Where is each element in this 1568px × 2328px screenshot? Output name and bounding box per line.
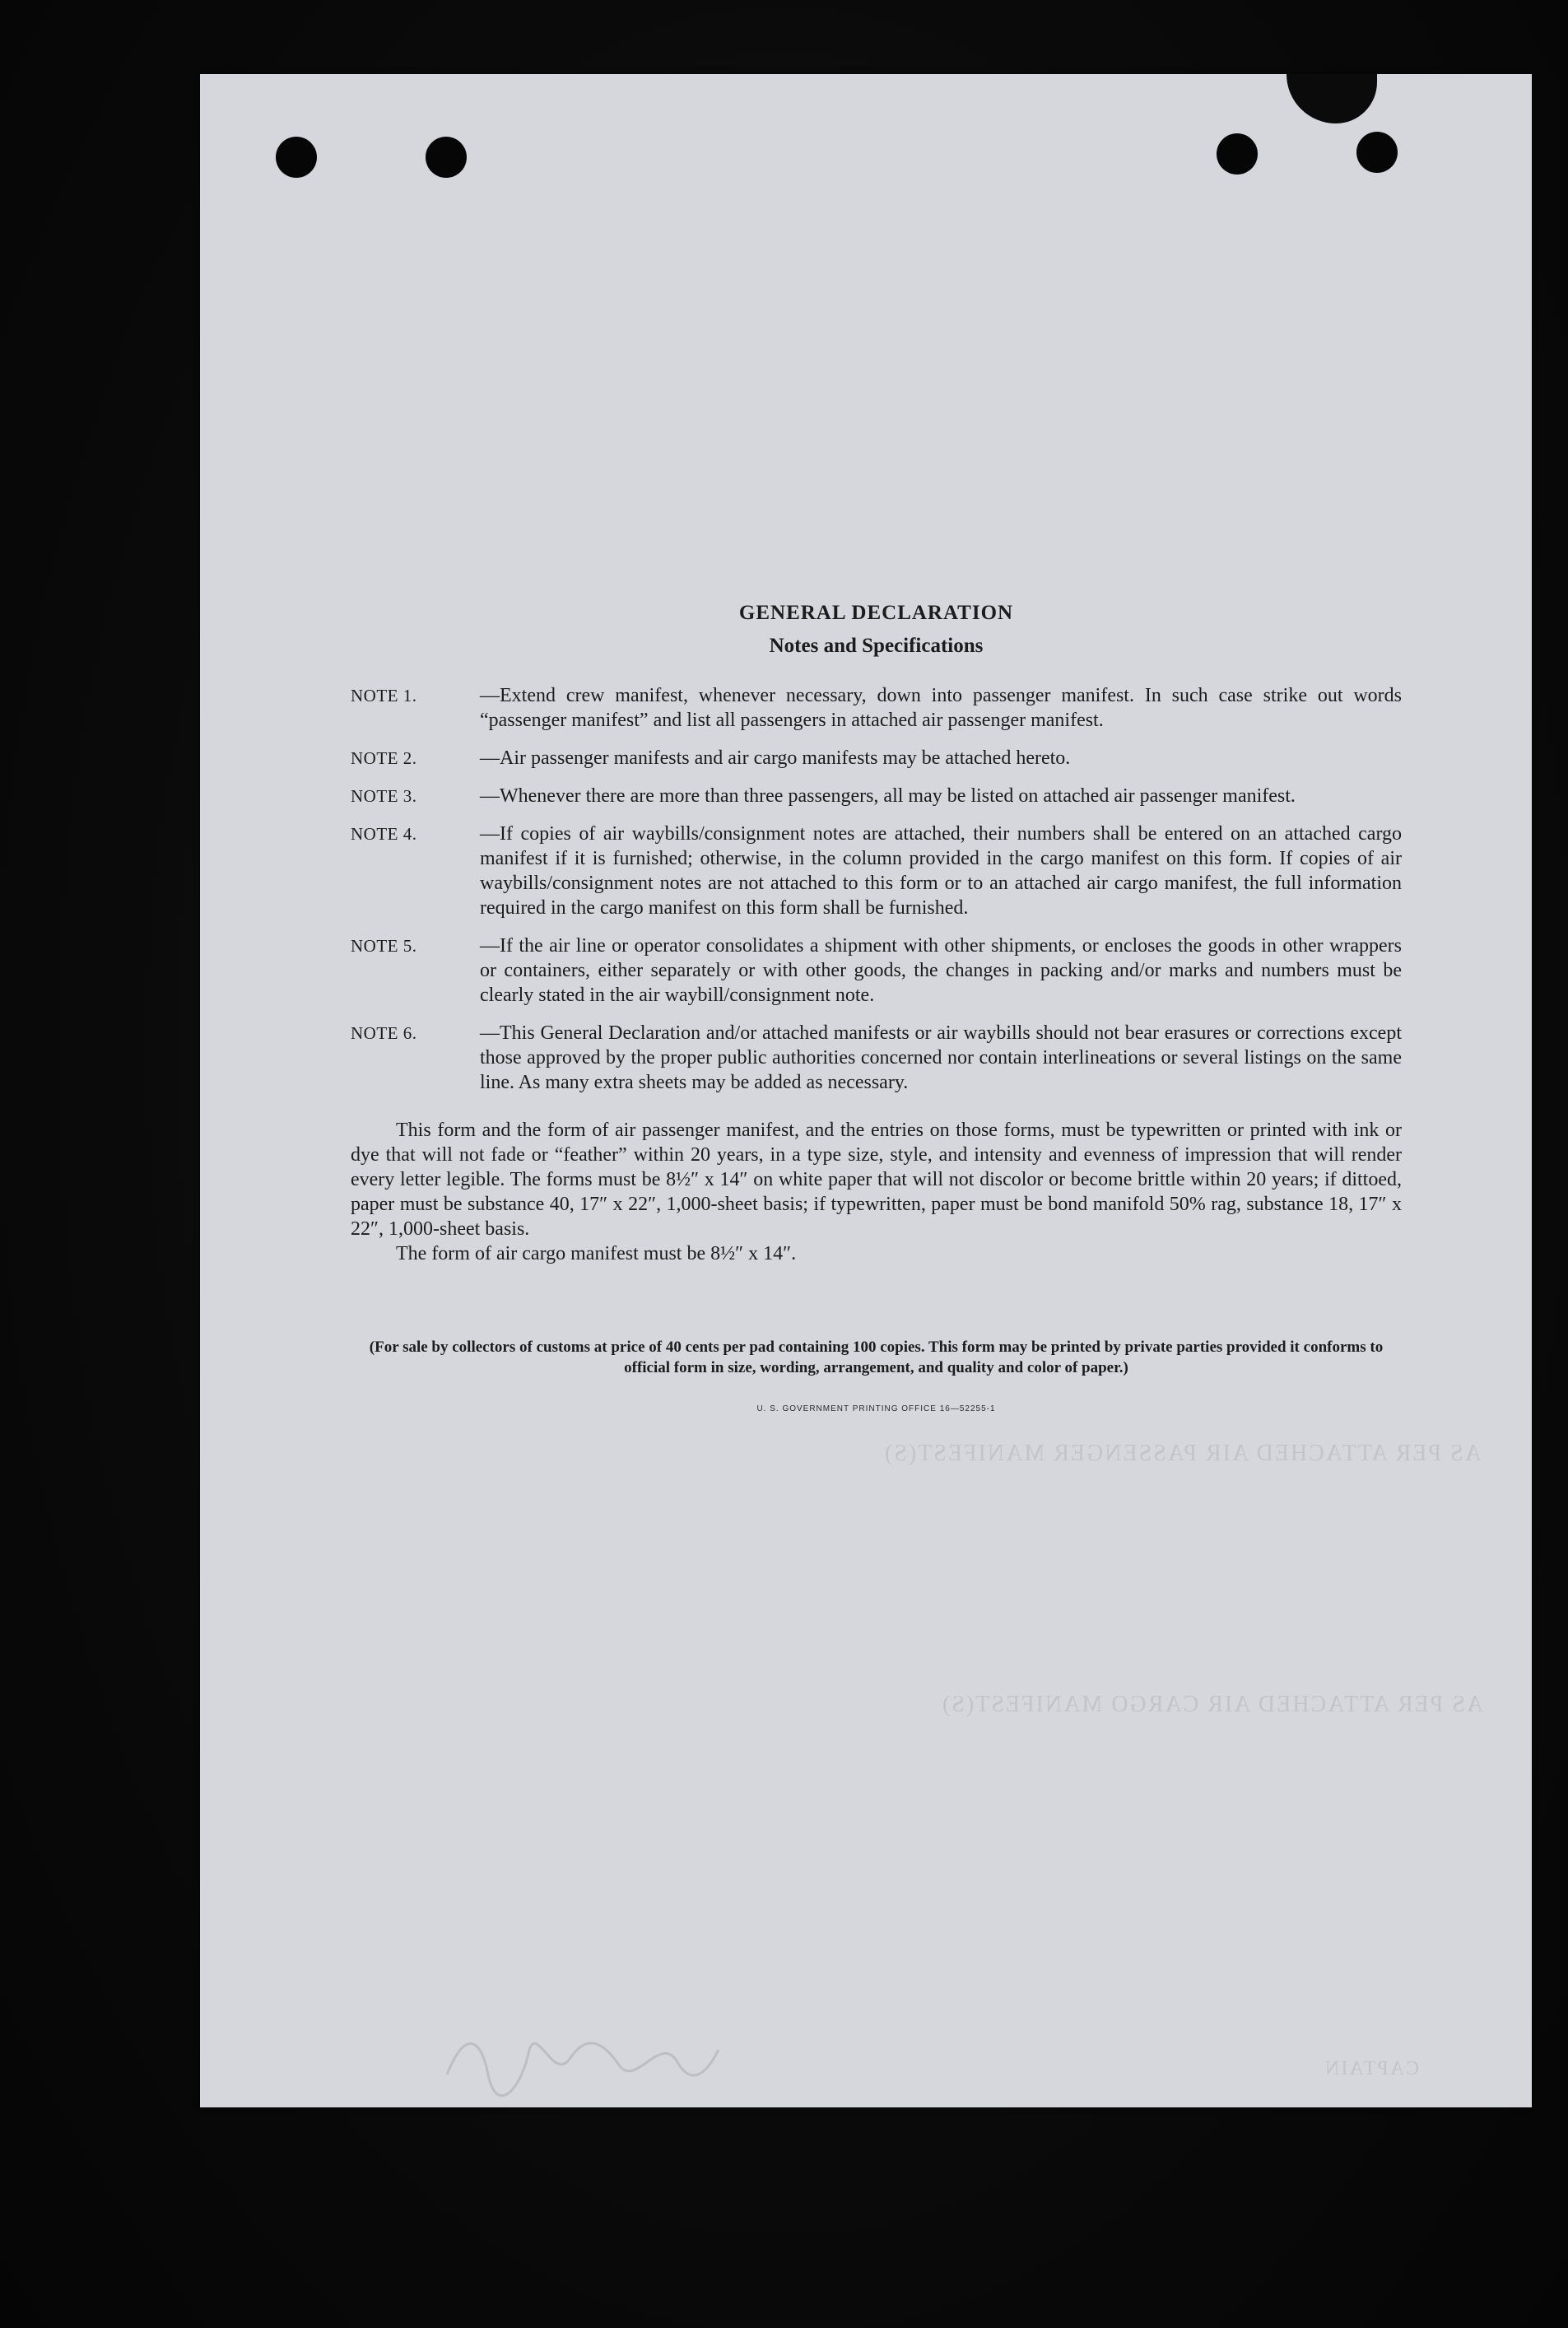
note-5 bbox=[351, 934, 1402, 1008]
note-label: NOTE 4. bbox=[351, 824, 417, 844]
bleed-through-signature bbox=[430, 2017, 727, 2099]
note-label: NOTE 2. bbox=[351, 748, 417, 768]
note-text: —If the air line or operator consolidates a shipment with other shipments, or encloses the goods in other wrappers or containers, either separately or with other goods, the changes in packing and/or marks and numbers must be clearly stated in the air waybill/consignment note. bbox=[480, 935, 1402, 1006]
note-3 bbox=[351, 784, 1402, 808]
bleed-through-passenger-line: AS PER ATTACHED AIR PASSENGER MANIFEST(S) bbox=[883, 1441, 1482, 1466]
note-text: —Air passenger manifests and air cargo manifests may be attached hereto. bbox=[480, 747, 1071, 769]
note-label: NOTE 1. bbox=[351, 686, 417, 705]
note-1 bbox=[351, 683, 1402, 733]
note-2 bbox=[351, 746, 1402, 771]
sale-note: (For sale by collectors of customs at price of 40 cents per pad containing 100 copies. This form may be printed by private parties provided it conforms to official form in size, wording, arrangement, and quality and color of paper.) bbox=[369, 1339, 1384, 1376]
page-subtitle: Notes and Specifications bbox=[769, 635, 984, 657]
note-text: —This General Declaration and/or attached manifests or air waybills should not bear erasures or corrections except those approved by the proper public authorities concerned nor contain interlineations or several listings on the same line. As many extra sheets may be added as necessary. bbox=[480, 1022, 1402, 1093]
document-page bbox=[200, 74, 1532, 2107]
notes-section bbox=[351, 601, 1402, 1413]
note-4 bbox=[351, 822, 1402, 920]
printing-office-imprint: U. S. GOVERNMENT PRINTING OFFICE 16—52255-1 bbox=[756, 1404, 996, 1413]
note-text: —Extend crew manifest, whenever necessary, down into passenger manifest. In such case strike out words “passenger manifest” and list all passengers in attached air passenger manifest. bbox=[480, 685, 1402, 731]
note-6 bbox=[351, 1021, 1402, 1095]
torn-corner bbox=[1287, 74, 1377, 123]
punch-hole-4 bbox=[1356, 132, 1398, 173]
punch-hole-3 bbox=[1217, 133, 1258, 175]
form-requirements-paragraph: This form and the form of air passenger manifest, and the entries on those forms, must be typewritten or printed with ink or dye that will not fade or “feather” within 20 years, in a type size, style, and intensity and evenness of impression that will render every letter legible. The forms must be 8½″ x 14″ on white paper that will not discolor or become brittle within 20 years; if dittoed, paper must be substance 40, 17″ x 22″, 1,000-sheet basis; if typewritten, paper must be bond manifold 50% rag, substance 18, 17″ x 22″, 1,000-sheet basis. bbox=[351, 1120, 1402, 1240]
note-text: —Whenever there are more than three passengers, all may be listed on attached air passenger manifest. bbox=[480, 785, 1296, 807]
punch-hole-1 bbox=[276, 137, 317, 178]
bleed-through-cargo-line: AS PER ATTACHED AIR CARGO MANIFEST(S) bbox=[941, 1692, 1484, 1717]
punch-hole-2 bbox=[426, 137, 467, 178]
cargo-manifest-size-paragraph: The form of air cargo manifest must be 8½″ x 14″. bbox=[396, 1243, 797, 1264]
note-label: NOTE 6. bbox=[351, 1023, 417, 1043]
note-label: NOTE 5. bbox=[351, 936, 417, 956]
bleed-through-captain: CAPTAIN bbox=[1324, 2058, 1420, 2079]
note-text: —If copies of air waybills/consignment notes are attached, their numbers shall be entered on an attached cargo manifest if it is furnished; otherwise, in the column provided in the cargo manifest on this form. If copies of air waybills/consignment notes are not attached to this form or to an attached air cargo manifest, the full information required in the cargo manifest on this form shall be furnished. bbox=[480, 823, 1402, 919]
page-title: GENERAL DECLARATION bbox=[738, 602, 1014, 624]
note-label: NOTE 3. bbox=[351, 786, 417, 806]
